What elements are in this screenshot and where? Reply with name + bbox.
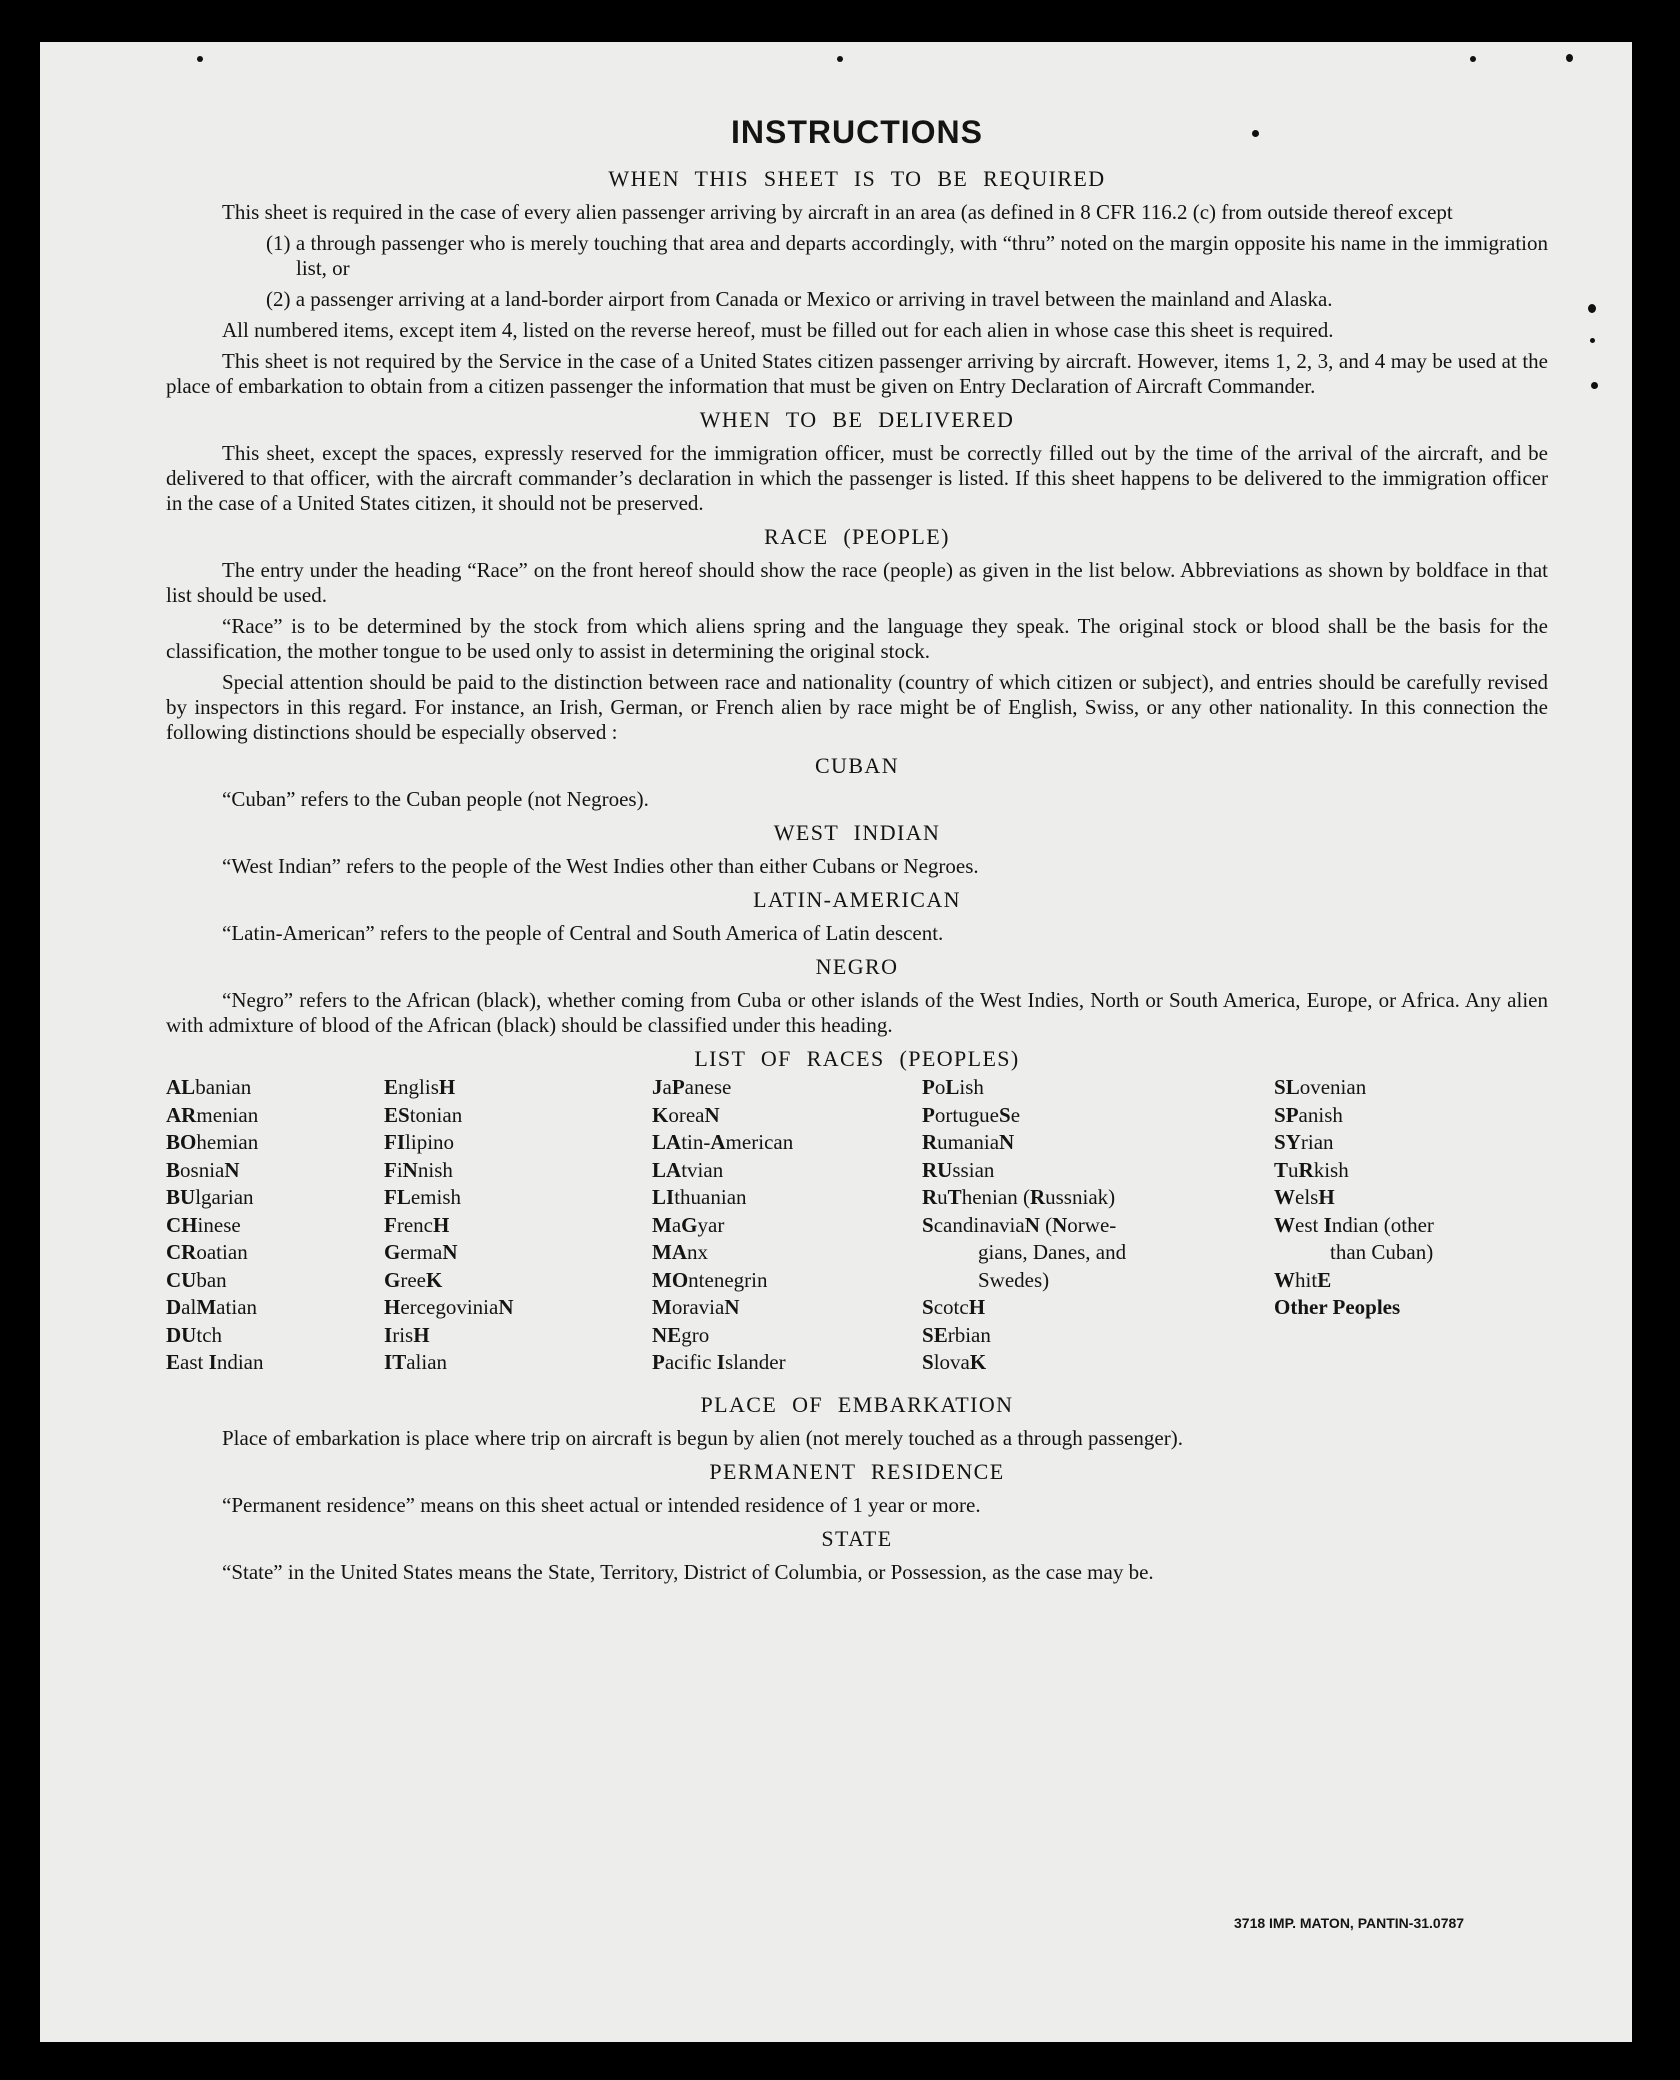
race-entry: MaGyar [652, 1212, 725, 1237]
races-column-5 [1274, 1074, 1434, 1322]
list-item: (1) a through passenger who is merely touching that area and departs accordingly, with “thru” noted on the margin opposite his name in the immigration list, or [266, 231, 1548, 280]
races-list [166, 1074, 1548, 1384]
race-entry: SErbian [922, 1322, 991, 1347]
race-entry: SlovaK [922, 1350, 987, 1374]
speck [1470, 56, 1476, 62]
race-entry: IrisH [384, 1322, 430, 1347]
speck [1590, 338, 1595, 343]
speck [1566, 54, 1573, 62]
race-entry: FIlipino [384, 1130, 455, 1154]
paragraph: “Negro” refers to the African (black), whether coming from Cuba or other islands of the West Indies, North or South America, Europe, or Africa. Any alien with admixture of blood of the African (black) should be classified under this heading. [166, 988, 1548, 1037]
race-entry: HercegoviniaN [384, 1295, 514, 1319]
heading-list-of-races: LIST OF RACES (PEOPLES) [694, 1046, 1020, 1071]
speck [837, 56, 843, 62]
speck [197, 56, 203, 62]
race-entry: BOhemian [166, 1130, 259, 1154]
paragraph: All numbered items, except item 4, listed on the reverse hereof, must be filled out for each alien in whose case this sheet is required. [222, 318, 1334, 342]
race-entry: FiNnish [384, 1157, 453, 1182]
race-entry: ARmenian [166, 1102, 259, 1127]
race-entry: Swedes) [978, 1267, 1050, 1292]
race-entry: JaPanese [652, 1075, 732, 1099]
heading-latin-american: LATIN-AMERICAN [753, 887, 961, 912]
race-entry: GermaN [384, 1240, 458, 1264]
race-entry: FLemish [384, 1185, 462, 1209]
race-entry: RUssian [922, 1157, 995, 1182]
race-entry: East Indian [166, 1350, 264, 1374]
race-entry: SLovenian [1274, 1075, 1367, 1099]
paragraph: The entry under the heading “Race” on the front hereof should show the race (people) as given in the list below. Abbreviations as shown by boldface in that list should be used. [166, 558, 1548, 607]
race-entry: West Indian (other [1274, 1212, 1434, 1237]
race-entry: EnglisH [384, 1075, 456, 1099]
race-entry: MOntenegrin [652, 1267, 768, 1292]
paragraph: This sheet, except the spaces, expressly reserved for the immigration officer, must be correctly filled out by the time of the arrival of the aircraft, and be delivered to that officer, with the aircraft commander’s declaration in which the passenger is listed. If this sheet happens to be delivered to the immigration officer in the case of a United States citizen, it should not be preserved. [166, 441, 1548, 515]
race-entry: FrencH [384, 1212, 450, 1237]
races-column-1 [166, 1074, 263, 1377]
paragraph: “Latin-American” refers to the people of Central and South America of Latin descent. [222, 921, 944, 945]
page-title: INSTRUCTIONS [731, 114, 983, 150]
race-entry: CHinese [166, 1212, 241, 1237]
races-column-2 [384, 1074, 514, 1377]
race-entry: PortugueSe [922, 1102, 1021, 1127]
race-entry: WhitE [1274, 1267, 1332, 1292]
race-entry: ScotcH [922, 1295, 986, 1319]
heading-cuban: CUBAN [814, 753, 899, 778]
race-entry: Pacific Islander [652, 1350, 786, 1374]
paragraph: “Permanent residence” means on this sheet actual or intended residence of 1 year or more. [222, 1493, 981, 1517]
heading-permanent-residence: PERMANENT RESIDENCE [709, 1459, 1005, 1484]
race-entry: NEgro [652, 1322, 710, 1347]
heading-state: STATE [821, 1526, 893, 1551]
speck [1588, 304, 1596, 313]
race-entry: TuRkish [1274, 1157, 1349, 1182]
paragraph: This sheet is not required by the Service in the case of a United States citizen passenger arriving by aircraft. However, items 1, 2, 3, and 4 may be used at the place of embarkation to obtain from a citizen passenger the information that must be given on Entry Declaration of Aircraft Commander. [166, 349, 1548, 398]
instructions-content [166, 106, 1548, 1591]
race-entry: ALbanian [166, 1075, 252, 1099]
document-sheet [40, 42, 1632, 2042]
heading-west-indian: WEST INDIAN [773, 820, 941, 845]
paragraph: “Race” is to be determined by the stock from which aliens spring and the language they speak. The original stock or blood shall be the basis for the classification, the mother tongue to be used only to assist in determining the original stock. [166, 614, 1548, 663]
race-entry: EStonian [384, 1102, 463, 1127]
heading-place-of-embarkation: PLACE OF EMBARKATION [700, 1392, 1014, 1417]
race-entry: SYrian [1274, 1130, 1334, 1154]
heading-race: RACE (PEOPLE) [764, 524, 950, 549]
races-column-3 [652, 1074, 793, 1377]
race-entry: CUban [166, 1267, 227, 1292]
race-entry: GreeK [384, 1267, 443, 1292]
race-entry: gians, Danes, and [978, 1240, 1127, 1264]
race-entry: DalMatian [166, 1295, 258, 1319]
races-column-4 [922, 1074, 1126, 1377]
paragraph: Special attention should be paid to the distinction between race and nationality (country of which citizen or subject), and entries should be carefully revised by inspectors in this regard. For instance, an Irish, German, or French alien by race might be of English, Swiss, or any other nationality. In this connection the following distinctions should be especially observed : [166, 670, 1548, 744]
race-entry: LAtvian [652, 1157, 724, 1182]
heading-when-required: WHEN THIS SHEET IS TO BE REQUIRED [608, 166, 1106, 191]
paragraph: “Cuban” refers to the Cuban people (not Negroes). [222, 787, 649, 811]
race-entry: KoreaN [652, 1102, 720, 1127]
paragraph: “West Indian” refers to the people of the West Indies other than either Cubans or Negroes. [222, 854, 979, 878]
race-entry: LIthuanian [652, 1185, 747, 1209]
paragraph: Place of embarkation is place where trip on aircraft is begun by alien (not merely touched as a through passenger). [222, 1426, 1183, 1450]
race-entry: LAtin-American [652, 1130, 794, 1154]
race-entry: DUtch [166, 1322, 223, 1347]
heading-negro: NEGRO [815, 954, 899, 979]
race-entry: Other Peoples [1274, 1295, 1401, 1319]
heading-when-delivered: WHEN TO BE DELIVERED [699, 407, 1015, 432]
race-entry: MAnx [652, 1240, 708, 1264]
speck [1591, 382, 1598, 389]
race-entry: RuThenian (Russniak) [922, 1185, 1116, 1209]
race-entry: ITalian [384, 1350, 448, 1374]
paragraph: “State” in the United States means the State, Territory, District of Columbia, or Possession, as the case may be. [222, 1560, 1154, 1584]
race-entry: WelsH [1274, 1185, 1335, 1209]
race-entry: MoraviaN [652, 1295, 740, 1319]
race-entry: SPanish [1274, 1102, 1343, 1127]
race-entry: than Cuban) [1330, 1240, 1434, 1264]
race-entry: ScandinaviaN (Norwe- [922, 1212, 1117, 1237]
paragraph: This sheet is required in the case of every alien passenger arriving by aircraft in an area (as defined in 8 CFR 116.2 (c) from outside thereof except [222, 200, 1453, 224]
race-entry: PoLish [922, 1075, 984, 1099]
race-entry: RumaniaN [922, 1130, 1015, 1154]
list-item: (2) a passenger arriving at a land-border airport from Canada or Mexico or arriving in travel between the mainland and Alaska. [266, 287, 1333, 311]
race-entry: BosniaN [166, 1157, 240, 1182]
race-entry: CRoatian [166, 1240, 248, 1264]
race-entry: BUlgarian [166, 1185, 254, 1209]
printer-imprint: 3718 IMP. MATON, PANTIN-31.0787 [1234, 1915, 1465, 1931]
